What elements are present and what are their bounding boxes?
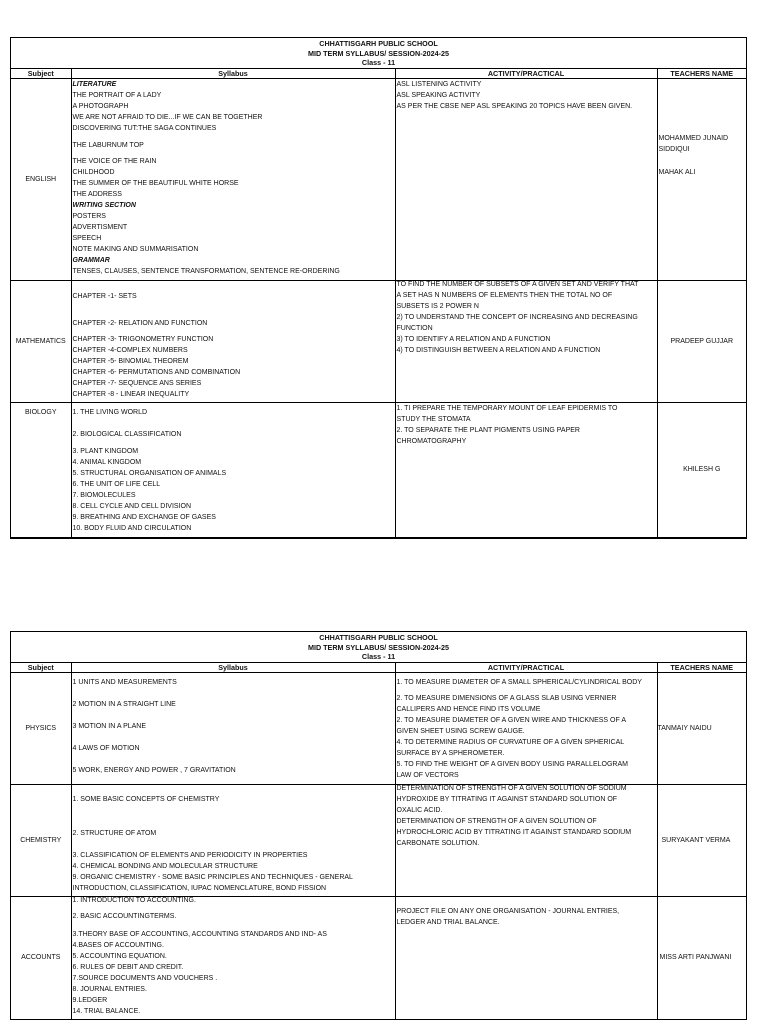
list-item: CARBONATE SOLUTION. (396, 839, 480, 847)
list-item: POSTERS (72, 212, 106, 220)
list-item: 1. THE LIVING WORLD (72, 408, 148, 416)
teacher-cell: TANMAIY NAIDU (657, 672, 746, 784)
list-item: CHAPTER -5- BINOMIAL THEOREM (72, 357, 189, 365)
syllabus-cell (71, 672, 395, 784)
list-item: 9. ORGANIC CHEMISTRY - SOME BASIC PRINCIPLES AND TECHNIQUES - GENERAL (72, 873, 353, 881)
list-item: DISCOVERING TUT:THE SAGA CONTINUES (72, 124, 217, 132)
syllabus-sheet-1 (10, 37, 747, 539)
list-item: THE VOICE OF THE RAIN (72, 157, 157, 165)
list-item: 7. BIOMOLECULES (72, 491, 136, 499)
school-name: CHHATTISGARH PUBLIC SCHOOL (319, 39, 438, 48)
teacher-cell: MISS ARTI PANJWANI (657, 896, 746, 1019)
list-item: A SET HAS N NUMBERS OF ELEMENTS THEN THE TOTAL NO OF (396, 291, 613, 299)
subject-cell: PHYSICS (11, 672, 71, 784)
list-item: CHAPTER -7- SEQUENCE ANS SERIES (72, 379, 202, 387)
table-row-chemistry (11, 784, 746, 896)
syllabus-table (11, 663, 746, 1020)
list-item: 3. PLANT KINGDOM (72, 447, 139, 455)
class-label: Class - 11 (361, 652, 396, 662)
list-item: CHAPTER -2- RELATION AND FUNCTION (72, 319, 208, 327)
list-item: 2. BASIC ACCOUNTINGTERMS. (72, 912, 177, 920)
list-item: 4. CHEMICAL BONDING AND MOLECULAR STRUCTURE (72, 862, 258, 870)
list-item: 4) TO DISTINGUISH BETWEEN A RELATION AND A FUNCTION (396, 346, 601, 354)
header-row (11, 663, 746, 673)
col-activity: ACTIVITY/PRACTICAL (395, 69, 657, 79)
teacher-cell: SURYAKANT VERMA (657, 784, 746, 896)
list-item: 2. TO SEPARATE THE PLANT PIGMENTS USING PAPER (396, 426, 580, 434)
list-item: 3.THEORY BASE OF ACCOUNTING, ACCOUNTING STANDARDS AND IND- AS (72, 930, 327, 938)
section-heading: GRAMMAR (72, 256, 110, 264)
syllabus-cell (71, 78, 395, 280)
list-item: NOTE MAKING AND SUMMARISATION (72, 245, 199, 253)
list-item: STUDY THE STOMATA (396, 415, 471, 423)
list-item: 2. BIOLOGICAL CLASSIFICATION (72, 430, 182, 438)
syllabus-cell (71, 896, 395, 1019)
list-item: CHAPTER -1- SETS (72, 292, 137, 300)
list-item: 5. STRUCTURAL ORGANISATION OF ANIMALS (72, 469, 227, 477)
table-row-accounts (11, 896, 746, 1019)
list-item: DETERMINATION OF STRENGTH OF A GIVEN SOLUTION OF (396, 817, 597, 825)
sheet-header (11, 38, 746, 69)
list-item: 3) TO IDENTIFY A RELATION AND A FUNCTION (396, 335, 551, 343)
col-teachers: TEACHERS NAME (657, 69, 746, 79)
list-item: 1 UNITS AND MEASUREMENTS (72, 678, 177, 686)
list-item: WE ARE NOT AFRAID TO DIE...IF WE CAN BE TOGETHER (72, 113, 263, 121)
list-item: CHROMATOGRAPHY (396, 437, 467, 445)
teacher-name: MOHAMMED JUNAID SIDDIQUI (658, 134, 729, 153)
col-subject: Subject (11, 69, 71, 79)
list-item: 4.BASES OF ACCOUNTING. (72, 941, 164, 949)
list-item: FUNCTION (396, 324, 433, 332)
list-item: 2. TO MEASURE DIMENSIONS OF A GLASS SLAB USING VERNIER (396, 694, 617, 702)
list-item: 6. RULES OF DEBIT AND CREDIT. (72, 963, 184, 971)
list-item: AS PER THE CBSE NEP ASL SPEAKING 20 TOPICS HAVE BEEN GIVEN. (396, 102, 633, 110)
list-item: ASL LISTENING ACTIVITY (396, 80, 482, 88)
col-teachers: TEACHERS NAME (657, 663, 746, 673)
list-item: 1. TI PREPARE THE TEMPORARY MOUNT OF LEAF EPIDERMIS TO (396, 404, 618, 412)
table-row-mathematics (11, 280, 746, 402)
list-item: TO FIND THE NUMBER OF SUBSETS OF A GIVEN SET AND VERIFY THAT (396, 280, 639, 288)
list-item: 1. SOME BASIC CONCEPTS OF CHEMISTRY (72, 795, 220, 803)
list-item: ADVERTISMENT (72, 223, 128, 231)
syllabus-cell (71, 280, 395, 402)
list-item: 4. ANIMAL KINGDOM (72, 458, 142, 466)
list-item: 2) TO UNDERSTAND THE CONCEPT OF INCREASING AND DECREASING (396, 313, 638, 321)
list-item: 8. JOURNAL ENTRIES. (72, 985, 147, 993)
teacher-cell: KHILESH G (657, 402, 746, 537)
activity-cell (395, 78, 657, 280)
list-item: 7.SOURCE DOCUMENTS AND VOUCHERS . (72, 974, 218, 982)
list-item: OXALIC ACID. (396, 806, 443, 814)
sheet-title: MID TERM SYLLABUS/ SESSION-2024-25 (308, 48, 449, 58)
teacher-name: MAHAK ALI (658, 168, 696, 176)
list-item: ASL SPEAKING ACTIVITY (396, 91, 481, 99)
col-syllabus: Syllabus (71, 663, 395, 673)
list-item: A PHOTOGRAPH (72, 102, 129, 110)
class-label: Class - 11 (361, 58, 396, 68)
list-item: 2. STRUCTURE OF ATOM (72, 829, 157, 837)
list-item: 5 WORK, ENERGY AND POWER , 7 GRAVITATION (72, 766, 236, 774)
teacher-cell: PRADEEP GUJJAR (657, 280, 746, 402)
list-item: INTRODUCTION, CLASSIFICATION, IUPAC NOMENCLATURE, BOND FISSION (72, 884, 327, 892)
school-name: CHHATTISGARH PUBLIC SCHOOL (319, 633, 438, 642)
list-item: 5. ACCOUNTING EQUATION. (72, 952, 167, 960)
list-item: 4. TO DETERMINE RADIUS OF CURVATURE OF A GIVEN SPHERICAL (396, 738, 625, 746)
list-item: 6. THE UNIT OF LIFE CELL (72, 480, 161, 488)
col-syllabus: Syllabus (71, 69, 395, 79)
list-item: 1. INTRODUCTION TO ACCOUNTING. (72, 896, 196, 904)
activity-cell (395, 784, 657, 896)
syllabus-table (11, 69, 746, 538)
syllabus-sheet-2 (10, 631, 747, 1020)
activity-cell (395, 672, 657, 784)
list-item: SURFACE BY A SPHEROMETER. (396, 749, 505, 757)
list-item: 9. BREATHING AND EXCHANGE OF GASES (72, 513, 216, 521)
list-item: CHAPTER -6- PERMUTATIONS AND COMBINATION (72, 368, 241, 376)
list-item: THE SUMMER OF THE BEAUTIFUL WHITE HORSE (72, 179, 239, 187)
list-item: CHAPTER -3- TRIGONOMETRY FUNCTION (72, 335, 214, 343)
list-item: SUBSETS IS 2 POWER N (396, 302, 479, 310)
header-row (11, 69, 746, 79)
syllabus-cell (71, 784, 395, 896)
activity-cell (395, 896, 657, 1019)
list-item: PROJECT FILE ON ANY ONE ORGANISATION - JOURNAL ENTRIES, (396, 907, 620, 915)
subject-cell: CHEMISTRY (11, 784, 71, 896)
section-heading: WRITING SECTION (72, 201, 136, 209)
list-item: 3 MOTION IN A PLANE (72, 722, 147, 730)
list-item: GIVEN SHEET USING SCREW GAUGE. (396, 727, 525, 735)
list-item: 5. TO FIND THE WEIGHT OF A GIVEN BODY USING PARALLELOGRAM (396, 760, 628, 768)
list-item: CHAPTER -4-COMPLEX NUMBERS (72, 346, 188, 354)
activity-cell (395, 402, 657, 537)
subject-cell: ENGLISH (11, 78, 71, 280)
list-item: SPEECH (72, 234, 102, 242)
list-item: THE LABURNUM TOP (72, 141, 144, 149)
list-item: 9.LEDGER (72, 996, 108, 1004)
list-item: DETERMINATION OF STRENGTH OF A GIVEN SOLUTION OF SODIUM (396, 784, 627, 792)
list-item: 2 MOTION IN A STRAIGHT LINE (72, 700, 176, 708)
list-item: CHILDHOOD (72, 168, 115, 176)
list-item: HYDROCHLORIC ACID BY TITRATING IT AGAINST STANDARD SODIUM (396, 828, 632, 836)
col-activity: ACTIVITY/PRACTICAL (395, 663, 657, 673)
list-item: CALLIPERS AND HENCE FIND ITS VOLUME (396, 705, 541, 713)
list-item: CHAPTER -8 - LINEAR INEQUALITY (72, 390, 190, 398)
list-item: 1. TO MEASURE DIAMETER OF A SMALL SPHERICAL/CYLINDRICAL BODY (396, 678, 642, 686)
table-row-english (11, 78, 746, 280)
list-item: LAW OF VECTORS (396, 771, 459, 779)
list-item: THE ADDRESS (72, 190, 122, 198)
subject-cell: ACCOUNTS (11, 896, 71, 1019)
list-item: LEDGER AND TRIAL BALANCE. (396, 918, 500, 926)
teacher-cell (657, 78, 746, 280)
subject-cell: MATHEMATICS (11, 280, 71, 402)
table-row-biology (11, 402, 746, 537)
activity-cell (395, 280, 657, 402)
table-row-physics (11, 672, 746, 784)
syllabus-cell (71, 402, 395, 537)
list-item: 14. TRIAL BALANCE. (72, 1007, 141, 1015)
subject-cell: BIOLOGY (11, 402, 71, 537)
list-item: 4 LAWS OF MOTION (72, 744, 140, 752)
list-item: 8. CELL CYCLE AND CELL DIVISION (72, 502, 192, 510)
list-item: TENSES, CLAUSES, SENTENCE TRANSFORMATION, SENTENCE RE-ORDERING (72, 267, 340, 275)
list-item: HYDROXIDE BY TITRATING IT AGAINST STANDARD SOLUTION OF (396, 795, 618, 803)
list-item: 10. BODY FLUID AND CIRCULATION (72, 524, 192, 532)
col-subject: Subject (11, 663, 71, 673)
list-item: 3. CLASSIFICATION OF ELEMENTS AND PERIODICITY IN PROPERTIES (72, 851, 308, 859)
sheet-header (11, 632, 746, 663)
section-heading: LITERATURE (72, 80, 117, 88)
sheet-title: MID TERM SYLLABUS/ SESSION-2024-25 (308, 642, 449, 652)
list-item: 2. TO MEASURE DIAMETER OF A GIVEN WIRE AND THICKNESS OF A (396, 716, 626, 724)
list-item: THE PORTRAIT OF A LADY (72, 91, 162, 99)
